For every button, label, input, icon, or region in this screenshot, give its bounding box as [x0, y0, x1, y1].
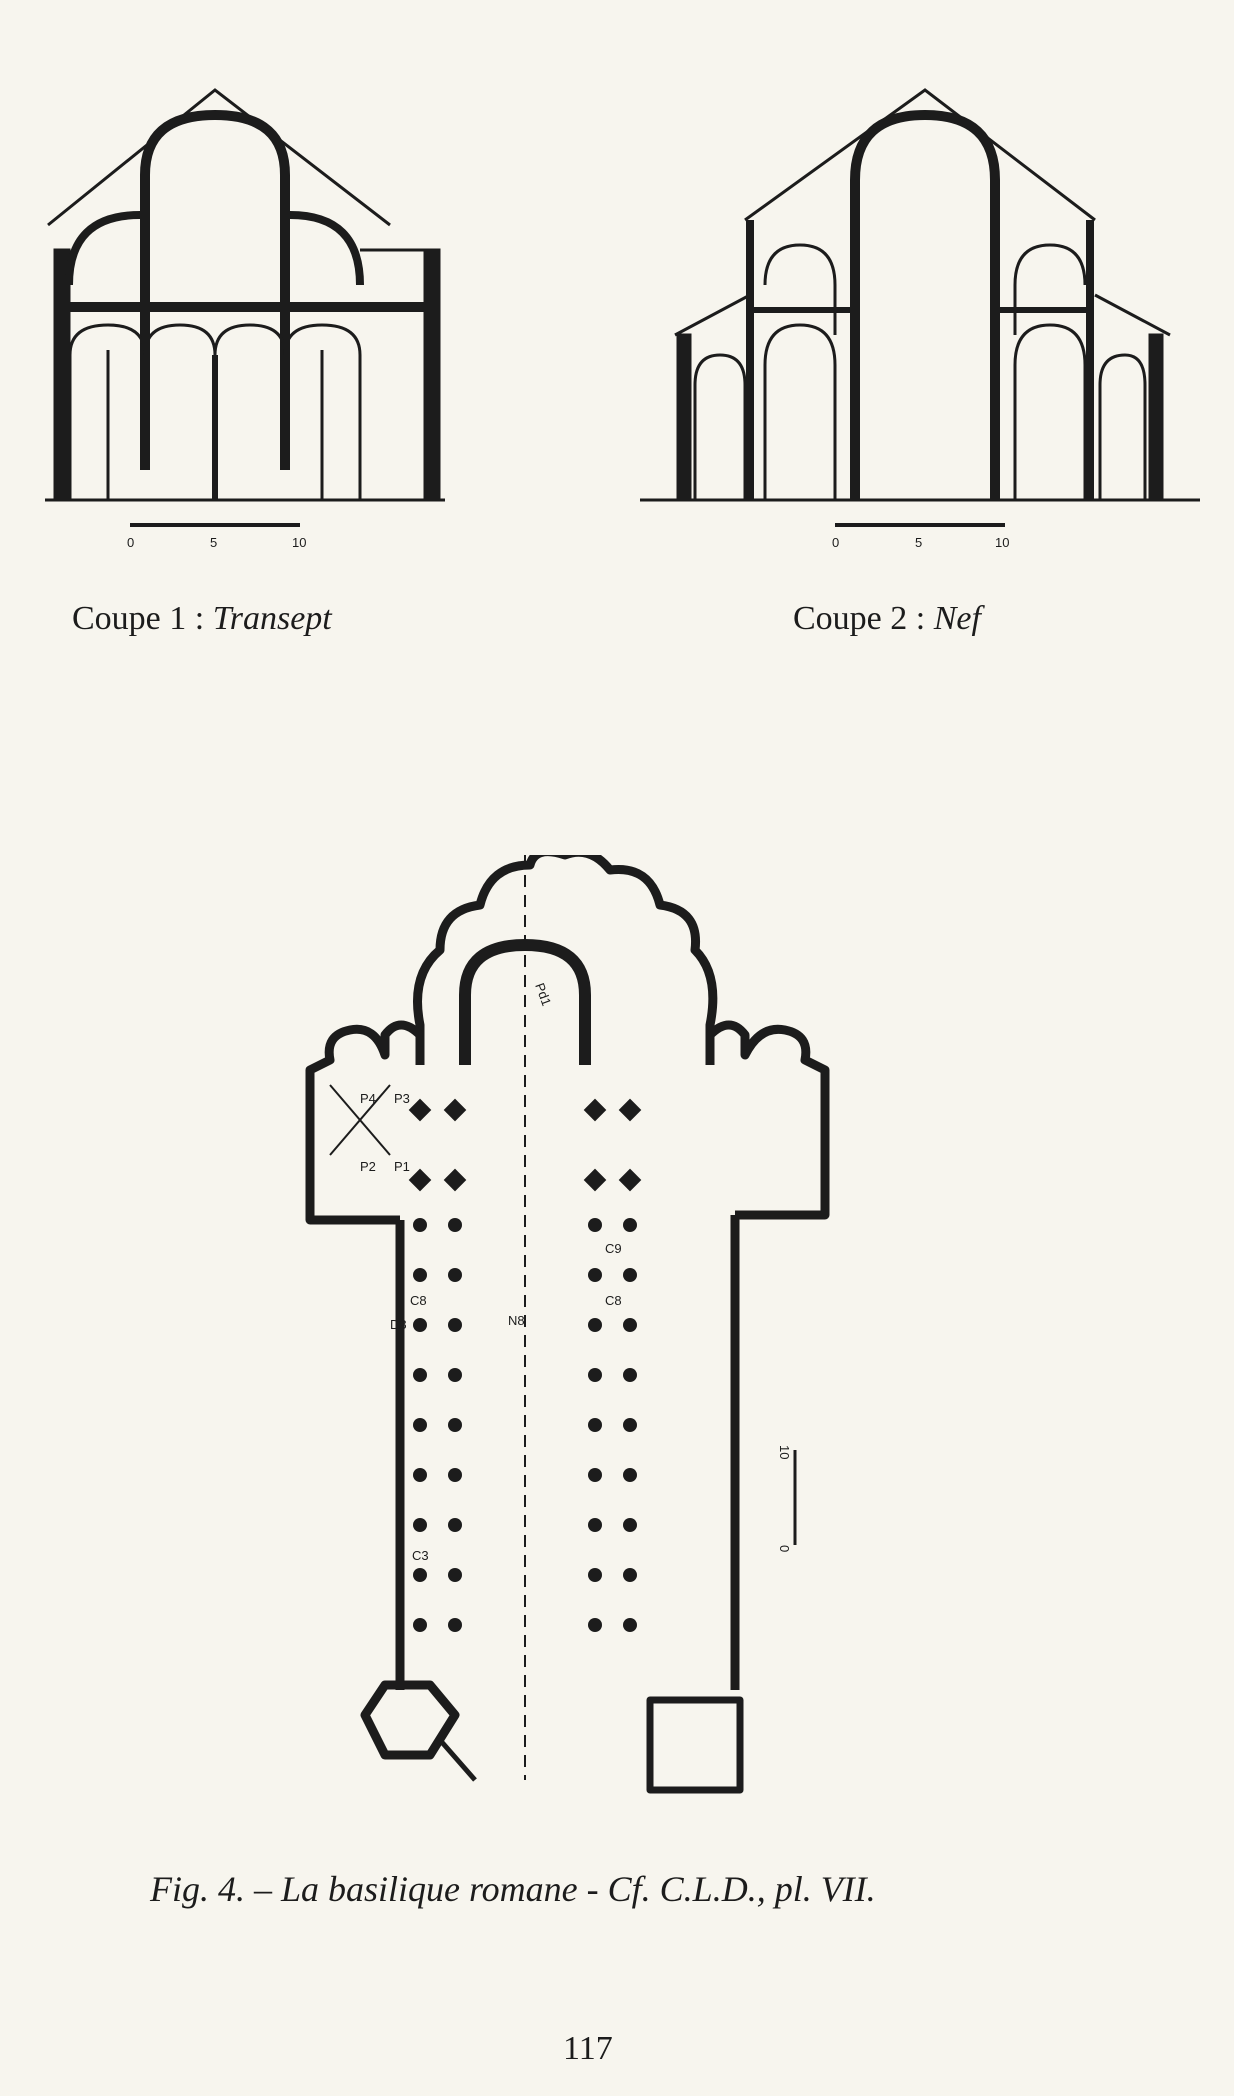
pillar [413, 1468, 427, 1482]
pillar [623, 1318, 637, 1332]
section-drawing-transept [30, 85, 450, 555]
page-number: 117 [563, 2030, 613, 2067]
pillar [448, 1518, 462, 1532]
pillar [448, 1368, 462, 1382]
pillar [588, 1568, 602, 1582]
pillar [413, 1368, 427, 1382]
pillar [413, 1218, 427, 1232]
pillar [623, 1518, 637, 1532]
pillar [623, 1218, 637, 1232]
scale-label-10: 10 [292, 535, 307, 550]
scale-label-10: 10 [995, 535, 1010, 550]
crossing-pier [619, 1169, 642, 1192]
pillar [448, 1618, 462, 1632]
scale-label-5: 5 [210, 535, 218, 550]
pillar [588, 1368, 602, 1382]
pillar [623, 1468, 637, 1482]
pillar [623, 1618, 637, 1632]
crossing-pier [584, 1169, 607, 1192]
pillar [413, 1518, 427, 1532]
crossing-pier [619, 1099, 642, 1122]
figure-caption: Fig. 4. – La basilique romane - Cf. C.L.D., pl. VII. [150, 1869, 876, 1909]
pillar [448, 1468, 462, 1482]
pillar [413, 1418, 427, 1432]
label-c8-left: C8 [410, 1293, 427, 1308]
pillar [588, 1318, 602, 1332]
pillar [588, 1268, 602, 1282]
pillar [623, 1268, 637, 1282]
pillar [448, 1568, 462, 1582]
pillar [588, 1218, 602, 1232]
scale-label-0: 0 [777, 1545, 792, 1553]
label-p4: P4 [360, 1091, 376, 1106]
label-d8: D8 [390, 1317, 407, 1332]
pillar [448, 1218, 462, 1232]
pillar [413, 1268, 427, 1282]
label-c9: C9 [605, 1241, 622, 1256]
scale-label-5: 5 [915, 535, 923, 550]
label-p1: P1 [394, 1159, 410, 1174]
label-pd1: Pd1 [532, 980, 555, 1008]
pillar [413, 1318, 427, 1332]
label-c8-right: C8 [605, 1293, 622, 1308]
basilica-plan [290, 855, 940, 1805]
pillar [448, 1418, 462, 1432]
label-p2: P2 [360, 1159, 376, 1174]
crossing-pier [584, 1099, 607, 1122]
section-caption-nave: Coupe 2 : Nef [793, 600, 981, 637]
scale-label-10: 10 [777, 1445, 792, 1460]
pillar [623, 1418, 637, 1432]
scale-label-0: 0 [832, 535, 840, 550]
crossing-pier [444, 1099, 467, 1122]
label-p3: P3 [394, 1091, 410, 1106]
crossing-pier [409, 1099, 432, 1122]
pillar [448, 1268, 462, 1282]
pillar [588, 1518, 602, 1532]
section-caption-transept: Coupe 1 : Transept [72, 600, 332, 637]
crossing-pier [409, 1169, 432, 1192]
pillar [413, 1568, 427, 1582]
pillar [588, 1468, 602, 1482]
pillar [588, 1418, 602, 1432]
pillar [588, 1618, 602, 1632]
section-drawing-nave [640, 85, 1200, 555]
label-n8: N8 [508, 1313, 525, 1328]
crossing-pier [444, 1169, 467, 1192]
scale-label-0: 0 [127, 535, 135, 550]
label-c3: C3 [412, 1548, 429, 1563]
pillar [448, 1318, 462, 1332]
pillar [623, 1568, 637, 1582]
pillar [623, 1368, 637, 1382]
pillar [413, 1618, 427, 1632]
